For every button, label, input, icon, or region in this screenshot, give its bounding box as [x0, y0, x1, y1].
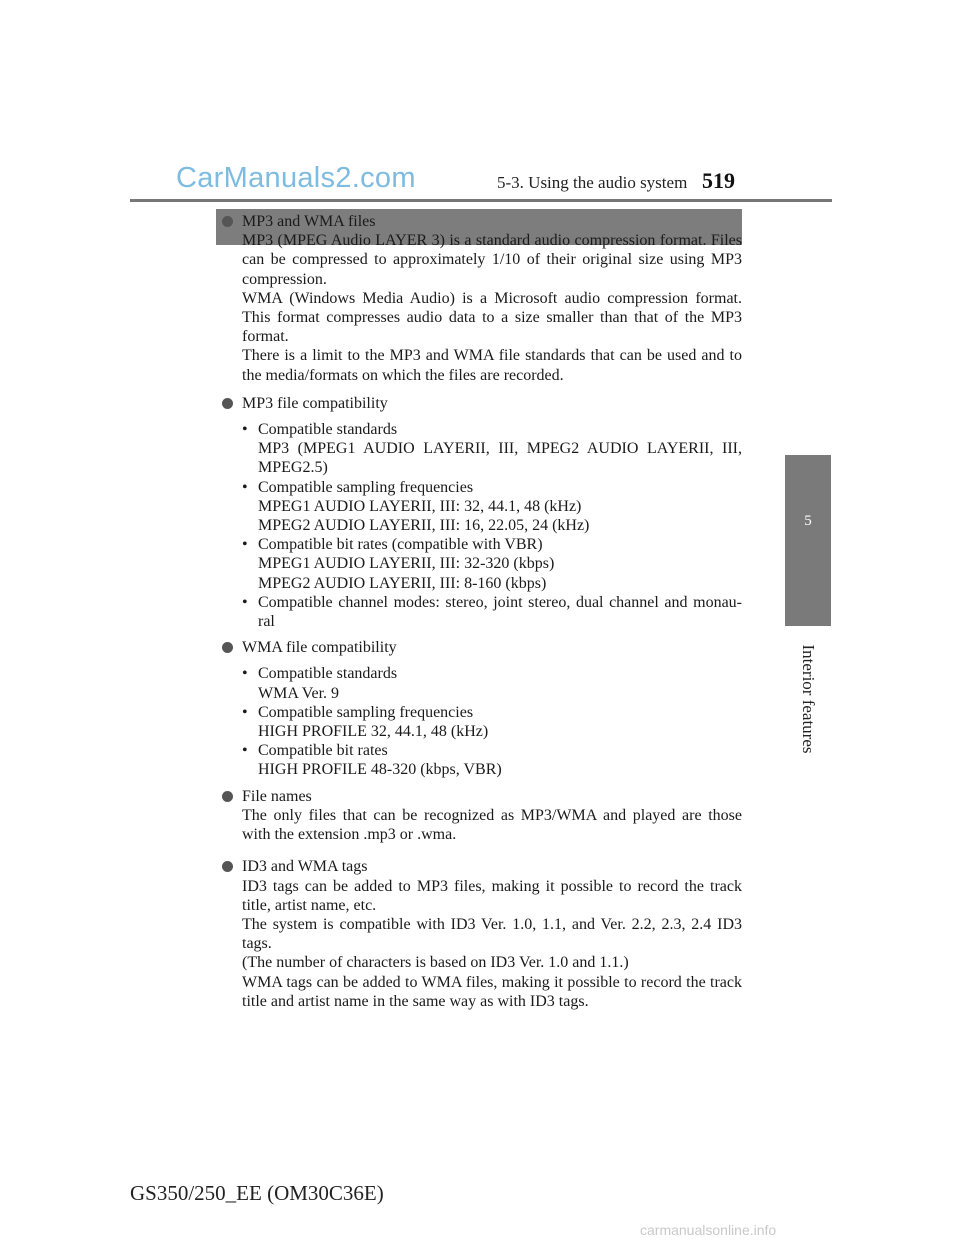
section-heading: MP3 file compatibility — [242, 394, 388, 412]
list-item: • Compatible bit rates HIGH PROFILE 48-320 (kbps, VBR) — [242, 742, 502, 779]
section-heading: MP3 and WMA files — [242, 213, 376, 230]
section-heading: WMA file compatibility — [242, 639, 397, 657]
chapter-number: 5 — [804, 513, 812, 529]
section-title: 5-3. Using the audio system — [497, 173, 688, 192]
section-id3-wma-tags — [219, 857, 742, 1011]
mp3-compat-list — [219, 420, 742, 631]
paragraph: (The number of characters is based on ID3 Ver. 1.0 and 1.1.) — [242, 954, 629, 972]
bullet-icon — [222, 791, 233, 802]
list-item: • Compatible standards MP3 (MPEG1 AUDIO LAYERII, III, MPEG2 AUDIO LAYERII, III, MPEG2.5) — [242, 421, 742, 477]
page-number: 519 — [702, 168, 735, 193]
paragraph: WMA tags can be added to WMA files, making it possible to record the track title and artist name in the same way as with ID3 tags. — [242, 973, 742, 1010]
paragraph: There is a limit to the MP3 and WMA file standards that can be used and to the media/formats on which the files are recorded. — [242, 347, 742, 384]
paragraph: WMA (Windows Media Audio) is a Microsoft audio compression format. This format compresses audio data to a size smaller than that of the MP3 format. — [242, 289, 742, 346]
carmanuals-watermark: CarManuals2.com — [176, 162, 416, 194]
page-content — [219, 212, 742, 1011]
list-item: • Compatible standards WMA Ver. 9 — [242, 665, 398, 702]
bullet-icon — [222, 861, 233, 872]
section-wma-compatibility — [219, 638, 742, 657]
paragraph: MP3 (MPEG Audio LAYER 3) is a standard audio compression format. Files can be compressed to approximately 1/10 of their original size using MP3 compression. — [242, 232, 742, 288]
paragraph: The only files that can be recognized as MP3/WMA and played are those with the extension .mp3 or .wma. — [242, 806, 742, 844]
bullet-icon — [222, 398, 233, 409]
paragraph: ID3 tags can be added to MP3 files, making it possible to record the track title, artist name, etc. — [242, 877, 742, 914]
section-file-names — [219, 787, 742, 845]
chapter-title — [786, 634, 830, 764]
footer-watermark: carmanualsonline.info — [640, 1222, 777, 1238]
bullet-icon — [222, 642, 233, 653]
list-item: • Compatible sampling frequencies MPEG1 AUDIO LAYERII, III: 32, 44.1, 48 (kHz) MPEG2 AUDIO LAYERII, III: 16, 22.05, 24 (kHz) — [242, 478, 590, 535]
wma-compat-list — [219, 664, 742, 779]
list-item: • Compatible sampling frequencies HIGH PROFILE 32, 44.1, 48 (kHz) — [242, 703, 489, 741]
section-heading: ID3 and WMA tags — [242, 858, 368, 876]
header-rule — [130, 199, 832, 202]
paragraph: The system is compatible with ID3 Ver. 1.0, 1.1, and Ver. 2.2, 2.3, 2.4 ID3 tags. — [242, 915, 742, 953]
list-item: • Compatible channel modes: stereo, joint stereo, dual channel and monau- ral — [242, 593, 742, 631]
model-code: GS350/250_EE (OM30C36E) — [130, 1181, 384, 1205]
section-mp3-wma-files — [219, 212, 742, 385]
list-item: • Compatible bit rates (compatible with VBR) MPEG1 AUDIO LAYERII, III: 32-320 (kbps) MPEG2 AUDIO LAYERII, III: 8-160 (kbps) — [242, 536, 555, 592]
chapter-tab — [785, 455, 831, 626]
chapter-title-text: Interior features — [799, 644, 818, 754]
section-mp3-compatibility — [219, 394, 742, 413]
bullet-icon — [222, 216, 233, 227]
section-heading: File names — [242, 787, 312, 805]
